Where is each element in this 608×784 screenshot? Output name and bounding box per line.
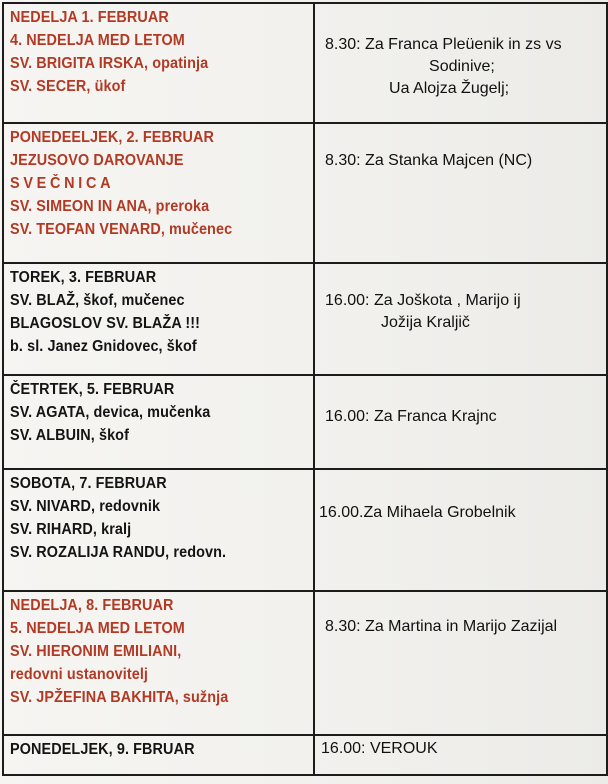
day-line: 5. NEDELJA MED LETOM [10, 620, 185, 637]
saint-line: SV. RIHARD, kralj [10, 521, 132, 538]
mass-schedule-table [2, 2, 608, 776]
day-cell [3, 735, 314, 775]
mass-intention-cell [314, 3, 607, 123]
table-row [3, 735, 607, 775]
mass-intention-line: 16.00: Za Joškota , Marijo ij [325, 292, 521, 309]
day-title: SOBOTA, 7. FEBRUAR [10, 475, 167, 492]
table-row [3, 375, 607, 469]
day-line: JEZUSOVO DAROVANJE [10, 152, 184, 169]
saint-line: SV. SECER, ükof [10, 78, 126, 95]
table-row [3, 3, 607, 123]
day-cell [3, 123, 314, 263]
day-title: NEDELJA, 8. FEBRUAR [10, 597, 174, 614]
saint-line: SV. JPŽEFINA BAKHITA, sužnja [10, 689, 229, 706]
mass-intention-line: 8.30: Za Franca Pleüenik in zs vs [325, 36, 562, 53]
saint-line: SV. TEOFAN VENARD, mučenec [10, 221, 233, 238]
day-cell [3, 375, 314, 469]
mass-intention-cell [314, 735, 607, 775]
day-title: TOREK, 3. FEBRUAR [10, 269, 157, 286]
mass-intention-cell [314, 469, 607, 591]
table-row [3, 591, 607, 735]
mass-intention-cell [314, 591, 607, 735]
day-line: SVEČNICA [10, 175, 115, 192]
mass-intention-line: 16.00.Za Mihaela Grobelnik [319, 504, 516, 521]
day-title: ČETRTEK, 5. FEBRUAR [10, 381, 175, 398]
mass-intention-line: 16.00: Za Franca Krajnc [325, 408, 497, 425]
saint-line: SV. NIVARD, redovnik [10, 498, 161, 515]
day-title: PONEDEELJEK, 2. FEBRUAR [10, 129, 214, 146]
mass-intention-line: Ua Alojza Žugelj; [389, 80, 510, 97]
day-line: BLAGOSLOV SV. BLAŽA !!! [10, 315, 201, 332]
table-row [3, 123, 607, 263]
mass-intention-line: Sodinive; [429, 58, 495, 75]
day-title: NEDELJA 1. FEBRUAR [10, 9, 169, 26]
saint-line: SV. SIMEON IN ANA, preroka [10, 198, 210, 215]
mass-intention-line: 16.00: VEROUK [321, 740, 438, 757]
day-cell [3, 591, 314, 735]
day-cell [3, 3, 314, 123]
day-title: PONEDELJEK, 9. FBRUAR [10, 741, 195, 758]
saint-line: SV. BRIGITA IRSKA, opatinja [10, 55, 209, 72]
saint-line: SV. ROZALIJA RANDU, redovn. [10, 544, 227, 561]
saint-line: SV. ALBUIN, škof [10, 427, 129, 444]
mass-intention-line: Jožija Kraljič [381, 314, 470, 331]
mass-intention-cell [314, 263, 607, 375]
saint-line: SV. BLAŽ, škof, mučenec [10, 292, 185, 309]
mass-intention-cell [314, 375, 607, 469]
saint-line: b. sl. Janez Gnidovec, škof [10, 338, 197, 355]
day-cell [3, 469, 314, 591]
saint-line: redovni ustanovitelj [10, 666, 149, 683]
mass-intention-line: 8.30: Za Stanka Majcen (NC) [325, 152, 533, 169]
table-row [3, 263, 607, 375]
table-row [3, 469, 607, 591]
mass-intention-line: 8.30: Za Martina in Marijo Zazijal [325, 618, 558, 635]
mass-intention-cell [314, 123, 607, 263]
saint-line: SV. HIERONIM EMILIANI, [10, 643, 182, 660]
day-line: 4. NEDELJA MED LETOM [10, 32, 185, 49]
day-cell [3, 263, 314, 375]
saint-line: SV. AGATA, devica, mučenka [10, 404, 211, 421]
